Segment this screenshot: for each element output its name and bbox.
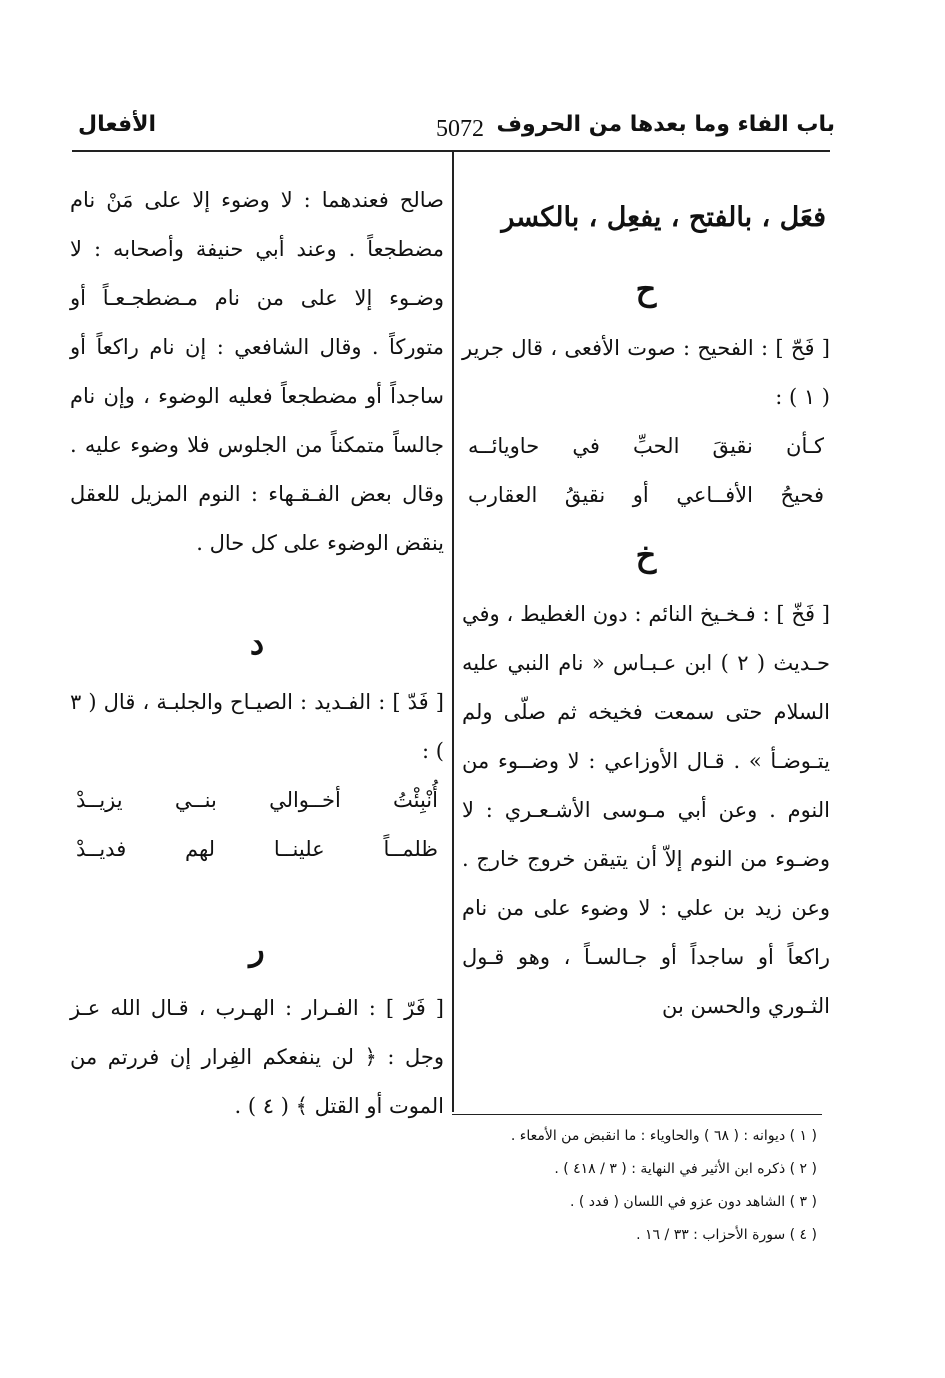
entry-paragraph: [ فَحّ ] : الفحيح : صوت الأفعى ، قال جرير ( ١ ) :	[462, 336, 830, 409]
letter-heading: ح	[635, 270, 657, 308]
column-divider	[452, 152, 454, 1112]
entry-paragraph: [ فَخّ ] : فـخـيخ النائم : دون الغطيط ، وفي حـديث ( ٢ ) ابن عـبـاس « نام النبي عليه السلام حتى سمعت فخيخه ثم صلّى ولم يتـوضـأ » . قـال الأوزاعي : لا وضــوء من النوم . وعن أبي مـوسى الأشـعـري : لا وضـوء من النوم إلاّ أن يتيقن خروج خارج . وعن زيد بن علي : لا وضوء على من نام راكعاً أو ساجداً أو جـالسـاً ، وهو قـول الثـوري والحسن بن	[462, 602, 831, 1018]
footnote: ( ٣ ) الشاهد دون عزو في اللسان ( فدد ) .	[569, 1194, 817, 1210]
footnotes	[437, 1120, 817, 1252]
verse-line: أُنْبِئْتُ أخــوالي بنــي يزيــدْ	[76, 788, 438, 812]
verse-line: كـأن نقيقَ الحبِّ في حاويائــه	[468, 434, 824, 458]
header-rule	[72, 150, 830, 152]
verse-line: ظلمــاً علينــا لهم فديــدْ	[76, 837, 438, 861]
letter-heading: خ	[635, 536, 657, 574]
right-column	[462, 176, 830, 1031]
section-title: الأفعال	[78, 112, 157, 137]
footnote: ( ١ ) ديوانه : ( ٦٨ ) والحاوياء : ما انقبض من الأمعاء .	[510, 1128, 817, 1144]
footnote: ( ٤ ) سورة الأحزاب : ٣٣ / ١٦ .	[636, 1227, 817, 1243]
verse-line: فحيحُ الأفــاعي أو نقيقُ العقارب	[468, 483, 824, 507]
page-number: 5072	[436, 116, 484, 142]
section-heading: فعَل ، بالفتح ، يفعِل ، بالكسر	[501, 202, 826, 233]
entry-paragraph: [ فَرّ ] : الفـرار : الهـرب ، قـال الله عـز وجل : ﴿ لن ينفعكم الفِرار إن فررتم من الموت أو القتل ﴾ ( ٤ ) .	[70, 996, 444, 1118]
entry-paragraph: [ فَدّ ] : الفـديد : الصيـاح والجلبـة ، قال ( ٣ ) :	[70, 690, 444, 763]
chapter-title: باب الفاء وما بعدها من الحروف	[496, 112, 835, 137]
letter-heading: ر	[249, 930, 265, 968]
entry-paragraph: صالح فعندهما : لا وضوء إلا على مَنْ نام مضطجعاً . وعند أبي حنيفة وأصحابه : لا وضـوء إلا على من نام مـضطجـعـاً أو متوركاً . وقال الشافعي : إن نام راكعاً أو ساجداً أو مضطجعاً فعليه الوضوء ، وإن نام جالساً متمكناً من الجلوس فلا وضوء عليه . وقال بعض الفـقـهاء : النوم المزيل للعقل ينقض الوضوء على كل حال .	[70, 188, 444, 555]
letter-heading: د	[249, 624, 265, 662]
footnote-rule	[452, 1114, 822, 1115]
footnote: ( ٢ ) ذكره ابن الأثير في النهاية : ( ٣ / ٤١٨ ) .	[554, 1161, 817, 1177]
left-column	[70, 176, 444, 1131]
